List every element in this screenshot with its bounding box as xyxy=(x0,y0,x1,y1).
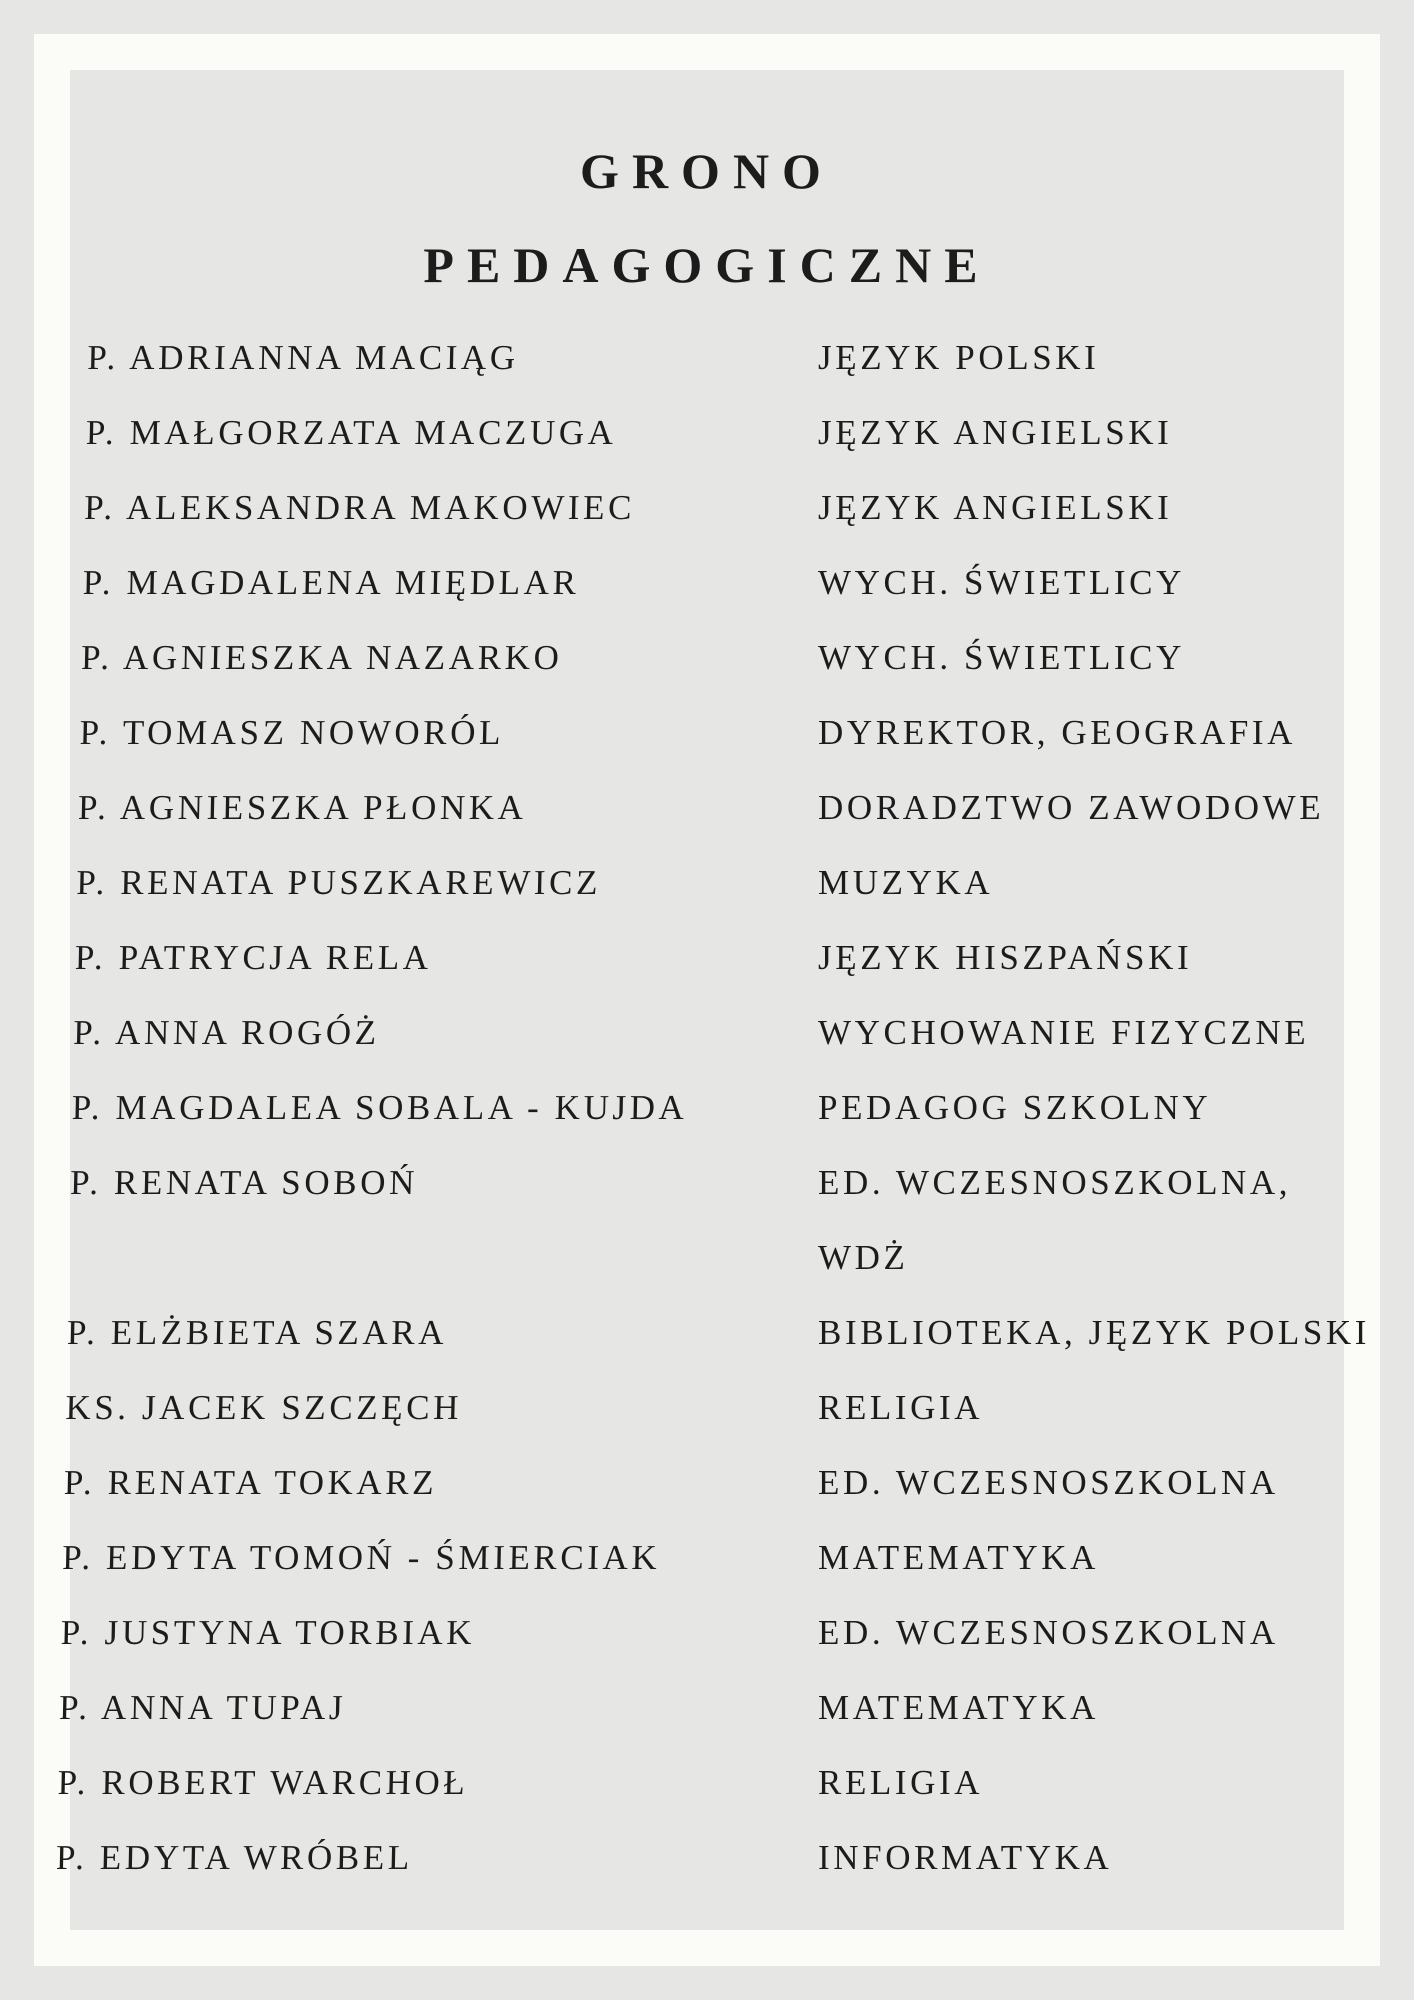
staff-subject: DYREKTOR, GEOGRAFIA xyxy=(818,713,1297,752)
staff-subject: JĘZYK HISZPAŃSKI xyxy=(818,938,1193,977)
staff-name: P. ELŻBIETA SZARA xyxy=(66,1313,448,1352)
staff-subject: JĘZYK POLSKI xyxy=(818,338,1100,377)
staff-subject: WDŻ xyxy=(818,1238,909,1277)
staff-name: P. EDYTA WRÓBEL xyxy=(55,1838,414,1877)
staff-name: P. AGNIESZKA NAZARKO xyxy=(80,638,563,677)
staff-name: P. ALEKSANDRA MAKOWIEC xyxy=(83,488,636,527)
staff-subject: BIBLIOTEKA, JĘZYK POLSKI xyxy=(818,1313,1371,1352)
staff-name: P. RENATA PUSZKAREWICZ xyxy=(76,863,602,902)
staff-name: P. EDYTA TOMOŃ - ŚMIERCIAK xyxy=(61,1538,661,1577)
staff-subject: ED. WCZESNOSZKOLNA, xyxy=(818,1163,1292,1202)
staff-name: P. PATRYCJA RELA xyxy=(74,938,433,977)
staff-subject: JĘZYK ANGIELSKI xyxy=(818,413,1173,452)
staff-name: P. JUSTYNA TORBIAK xyxy=(60,1613,476,1652)
staff-name: P. ANNA ROGÓŻ xyxy=(72,1013,381,1052)
staff-name: P. RENATA TOKARZ xyxy=(63,1463,438,1502)
staff-subject: WYCH. ŚWIETLICY xyxy=(818,563,1186,602)
staff-subject: MATEMATYKA xyxy=(818,1688,1099,1727)
staff-subject: WYCHOWANIE FIZYCZNE xyxy=(818,1013,1310,1052)
staff-subject: RELIGIA xyxy=(818,1388,984,1427)
staff-subject: ED. WCZESNOSZKOLNA xyxy=(818,1613,1279,1652)
staff-names-column xyxy=(55,330,788,1905)
list-spacer xyxy=(68,1230,770,1305)
staff-name: KS. JACEK SZCZĘCH xyxy=(65,1388,463,1427)
staff-subjects-column xyxy=(818,330,1398,1905)
staff-name: P. ROBERT WARCHOŁ xyxy=(57,1763,469,1802)
staff-subject: RELIGIA xyxy=(818,1763,984,1802)
staff-subject: JĘZYK ANGIELSKI xyxy=(818,488,1173,527)
staff-subject: ED. WCZESNOSZKOLNA xyxy=(818,1463,1279,1502)
staff-subject: MUZYKA xyxy=(818,863,994,902)
staff-subject: DORADZTWO ZAWODOWE xyxy=(818,788,1325,827)
staff-name: P. TOMASZ NOWORÓL xyxy=(79,713,505,752)
staff-name: P. MAGDALEA SOBALA - KUJDA xyxy=(71,1088,688,1127)
staff-name: P. ANNA TUPAJ xyxy=(58,1688,347,1727)
staff-subject: INFORMATYKA xyxy=(818,1838,1113,1877)
staff-subject: PEDAGOG SZKOLNY xyxy=(818,1088,1212,1127)
staff-name: P. MAGDALENA MIĘDLAR xyxy=(82,563,580,602)
staff-subject: WYCH. ŚWIETLICY xyxy=(818,638,1186,677)
title-line-1: GRONO xyxy=(580,143,834,199)
staff-name: P. ADRIANNA MACIĄG xyxy=(87,338,520,377)
title-line-2: PEDAGOGICZNE xyxy=(423,237,991,293)
staff-name: P. MAŁGORZATA MACZUGA xyxy=(85,413,618,452)
staff-subject: MATEMATYKA xyxy=(818,1538,1099,1577)
staff-name: P. AGNIESZKA PŁONKA xyxy=(77,788,528,827)
staff-name: P. RENATA SOBOŃ xyxy=(69,1163,419,1202)
